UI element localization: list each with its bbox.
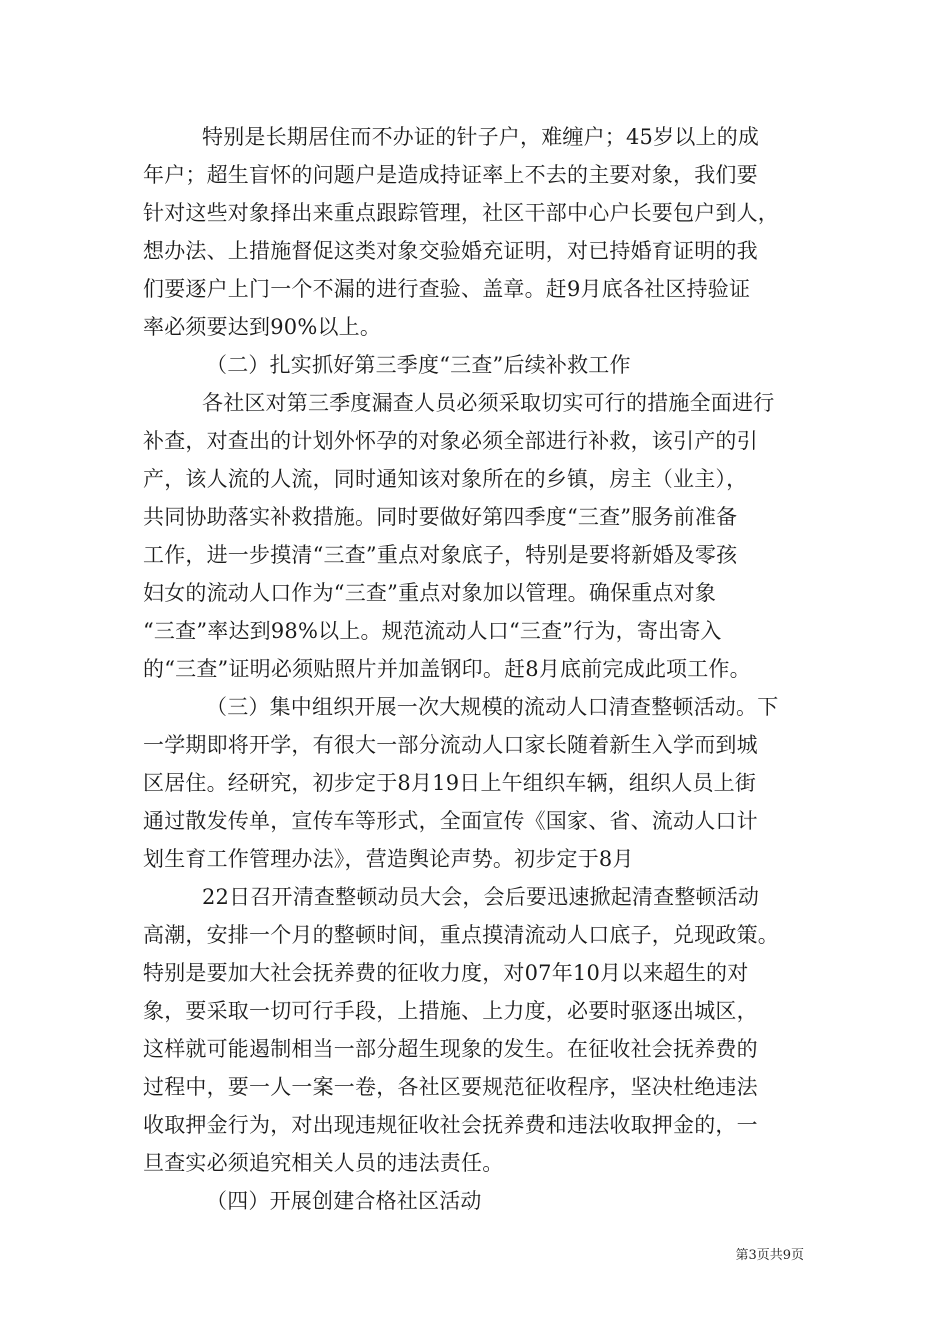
paragraph-line: 象，要采取一切可行手段，上措施、上力度，必要时驱逐出城区，: [143, 999, 758, 1023]
paragraph-line: 高潮，安排一个月的整顿时间，重点摸清流动人口底子，兑现政策。: [143, 923, 779, 947]
paragraph-line: 22日召开清查整顿动员大会，会后要迅速掀起清查整顿活动: [202, 885, 760, 909]
paragraph-line: “三查”率达到98%以上。规范流动人口“三查”行为，寄出寄入: [143, 619, 722, 643]
paragraph-line: 想办法、上措施督促这类对象交验婚充证明，对已持婚育证明的我: [143, 239, 758, 263]
paragraph-line: 过程中，要一人一案一卷，各社区要规范征收程序，坚决杜绝违法: [143, 1075, 758, 1099]
paragraph-line: 收取押金行为，对出现违规征收社会抚养费和违法收取押金的，一: [143, 1113, 758, 1137]
section-heading: （二）扎实抓好第三季度“三查”后续补救工作: [206, 353, 631, 377]
paragraph-line: 工作，进一步摸清“三查”重点对象底子，特别是要将新婚及零孩: [143, 543, 738, 567]
paragraph-line: 率必须要达到90%以上。: [143, 315, 382, 339]
paragraph-line: 特别是长期居住而不办证的针子户，难缠户；45岁以上的成: [202, 125, 760, 149]
paragraph-line: 针对这些对象择出来重点跟踪管理，社区干部中心户长要包户到人，: [143, 201, 779, 225]
paragraph-line: 通过散发传单，宣传车等形式，全面宣传《国家、省、流动人口计: [143, 809, 758, 833]
paragraph-line: 旦查实必须追究相关人员的违法责任。: [143, 1151, 504, 1175]
paragraph-line: 一学期即将开学，有很大一部分流动人口家长随着新生入学而到城: [143, 733, 758, 757]
page-number: 第3页共9页: [735, 1248, 804, 1263]
section-heading: （四）开展创建合格社区活动: [206, 1189, 482, 1213]
paragraph-line: 年户；超生盲怀的问题户是造成持证率上不去的主要对象，我们要: [143, 163, 758, 187]
paragraph-line: 妇女的流动人口作为“三查”重点对象加以管理。确保重点对象: [143, 581, 717, 605]
paragraph-line: 补查，对查出的计划外怀孕的对象必须全部进行补救，该引产的引: [143, 429, 758, 453]
section-heading: （三）集中组织开展一次大规模的流动人口清查整顿活动。下: [206, 695, 779, 719]
document-body: [143, 118, 808, 1220]
paragraph-line: 共同协助落实补救措施。同时要做好第四季度“三查”服务前准备: [143, 505, 738, 529]
paragraph-line: 各社区对第三季度漏查人员必须采取切实可行的措施全面进行: [202, 391, 775, 415]
paragraph-line: 们要逐户上门一个不漏的进行查验、盖章。赶9月底各社区持验证: [143, 277, 751, 301]
paragraph-line: 这样就可能遏制相当一部分超生现象的发生。在征收社会抚养费的: [143, 1037, 758, 1061]
paragraph-line: 特别是要加大社会抚养费的征收力度，对07年10月以来超生的对: [143, 961, 749, 985]
paragraph-line: 划生育工作管理办法》，营造舆论声势。初步定于8月: [143, 847, 634, 871]
paragraph-line: 产，该人流的人流，同时通知该对象所在的乡镇，房主（业主），: [143, 467, 748, 491]
paragraph-line: 的“三查”证明必须贴照片并加盖钢印。赶8月底前完成此项工作。: [143, 657, 751, 681]
paragraph-line: 区居住。经研究，初步定于8月19日上午组织车辆，组织人员上街: [143, 771, 757, 795]
